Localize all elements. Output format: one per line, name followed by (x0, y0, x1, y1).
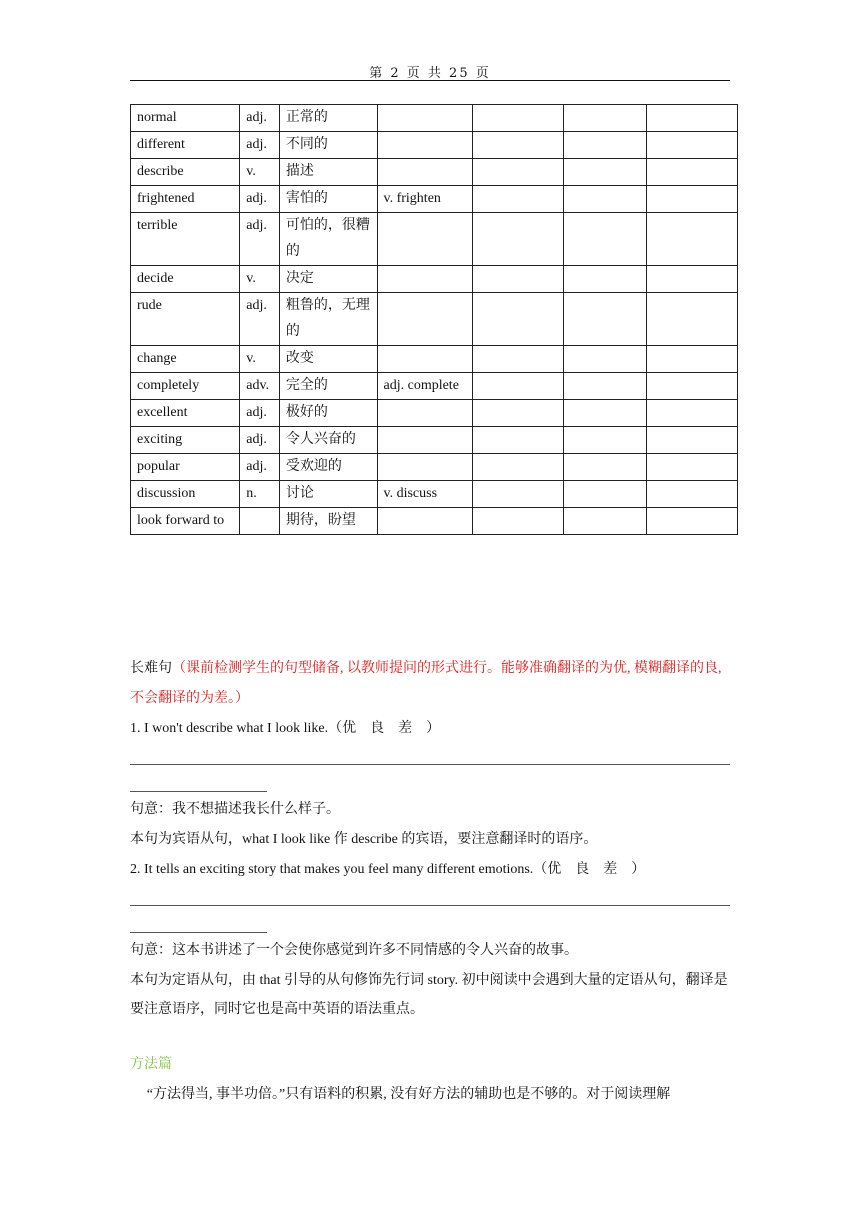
vocab-pos: adj. (240, 293, 280, 346)
vocab-meaning: 可怕的，很糟的 (279, 213, 377, 266)
vocab-blank (563, 293, 647, 346)
page-header: 第 2 页 共 25 页 (369, 66, 491, 81)
vocab-row (131, 159, 738, 186)
vocab-blank (647, 508, 738, 535)
vocab-pos: adj. (240, 400, 280, 427)
vocab-blank (472, 186, 563, 213)
vocab-derivative (377, 213, 472, 266)
vocab-blank (563, 105, 647, 132)
vocab-meaning: 完全的 (279, 373, 377, 400)
method-text: “方法得当, 事半功倍。”只有语料的积累, 没有好方法的辅助也是不够的。对于阅读理解 (146, 1087, 671, 1102)
vocab-word: decide (131, 266, 240, 293)
vocab-blank (647, 481, 738, 508)
vocab-row (131, 508, 738, 535)
vocab-blank (647, 293, 738, 346)
vocab-blank (472, 373, 563, 400)
vocab-word: popular (131, 454, 240, 481)
vocab-blank (563, 481, 647, 508)
question-2: 2. It tells an exciting story that makes you feel many different emotions.（优 良 差 ） (130, 862, 646, 877)
vocab-blank (472, 481, 563, 508)
vocab-blank (647, 213, 738, 266)
vocab-word: completely (131, 373, 240, 400)
vocab-blank (563, 508, 647, 535)
vocab-pos: adj. (240, 427, 280, 454)
vocab-blank (563, 346, 647, 373)
vocab-table (130, 104, 738, 535)
vocab-derivative: v. frighten (377, 186, 472, 213)
vocab-word: different (131, 132, 240, 159)
vocab-blank (563, 132, 647, 159)
vocab-meaning: 令人兴奋的 (279, 427, 377, 454)
vocab-word: discussion (131, 481, 240, 508)
vocab-word: excellent (131, 400, 240, 427)
vocab-derivative (377, 105, 472, 132)
vocab-blank (563, 427, 647, 454)
vocab-blank (472, 105, 563, 132)
method-title: 方法篇 (130, 1057, 172, 1072)
vocab-blank (647, 454, 738, 481)
vocab-blank (647, 159, 738, 186)
vocab-meaning: 害怕的 (279, 186, 377, 213)
long-sentences-title: 长难句 (130, 661, 172, 676)
vocab-derivative (377, 266, 472, 293)
vocab-pos: adj. (240, 186, 280, 213)
header-rule (130, 80, 730, 81)
vocab-row (131, 266, 738, 293)
vocab-derivative: adj. complete (377, 373, 472, 400)
vocab-blank (472, 266, 563, 293)
answer-line-2b (130, 932, 267, 933)
vocab-blank (563, 454, 647, 481)
vocab-pos: v. (240, 159, 280, 186)
vocab-blank (647, 427, 738, 454)
vocab-pos: v. (240, 266, 280, 293)
vocab-derivative (377, 293, 472, 346)
vocab-derivative (377, 159, 472, 186)
vocab-row (131, 454, 738, 481)
vocab-blank (472, 346, 563, 373)
vocab-pos (240, 508, 280, 535)
vocab-derivative (377, 346, 472, 373)
vocab-pos: adj. (240, 105, 280, 132)
vocab-meaning: 改变 (279, 346, 377, 373)
vocab-word: normal (131, 105, 240, 132)
long-sentences-heading (130, 654, 730, 714)
vocab-derivative (377, 132, 472, 159)
answer-line-2 (130, 905, 730, 906)
vocab-meaning: 极好的 (279, 400, 377, 427)
vocab-blank (647, 346, 738, 373)
answer-2-note: 本句为定语从句，由 that 引导的从句修饰先行词 story. 初中阅读中会遇到大量的定语从句，翻译是要注意语序，同时它也是高中英语的语法重点。 (130, 973, 728, 1017)
answer-1-note: 本句为宾语从句，what I look like 作 describe 的宾语，要注意翻译时的语序。 (130, 832, 598, 847)
vocab-meaning: 讨论 (279, 481, 377, 508)
vocab-blank (647, 266, 738, 293)
vocab-blank (647, 132, 738, 159)
vocab-blank (647, 400, 738, 427)
vocab-pos: v. (240, 346, 280, 373)
vocab-blank (563, 400, 647, 427)
vocab-meaning: 期待，盼望 (279, 508, 377, 535)
long-sentences-note: （课前检测学生的句型储备, 以教师提问的形式进行。能够准确翻译的为优, 模糊翻译的良, 不会翻译的为差。） (130, 661, 722, 706)
vocab-pos: adj. (240, 454, 280, 481)
vocab-blank (647, 373, 738, 400)
answer-line-1 (130, 764, 730, 765)
vocab-word: describe (131, 159, 240, 186)
vocab-row (131, 346, 738, 373)
vocab-derivative: v. discuss (377, 481, 472, 508)
vocab-meaning: 决定 (279, 266, 377, 293)
vocab-word: terrible (131, 213, 240, 266)
answer-2-meaning: 句意：这本书讲述了一个会使你感觉到许多不同情感的令人兴奋的故事。 (130, 943, 578, 958)
vocab-pos: adj. (240, 213, 280, 266)
answer-1-meaning: 句意：我不想描述我长什么样子。 (130, 802, 340, 817)
vocab-derivative (377, 508, 472, 535)
vocab-blank (472, 427, 563, 454)
vocab-pos: adj. (240, 132, 280, 159)
vocab-blank (472, 159, 563, 186)
vocab-blank (647, 105, 738, 132)
vocab-row (131, 427, 738, 454)
vocab-pos: n. (240, 481, 280, 508)
vocab-blank (563, 373, 647, 400)
vocab-row (131, 481, 738, 508)
vocab-blank (647, 186, 738, 213)
vocab-derivative (377, 400, 472, 427)
vocab-word: look forward to (131, 508, 240, 535)
vocab-meaning: 粗鲁的，无理的 (279, 293, 377, 346)
vocab-blank (563, 186, 647, 213)
vocab-blank (472, 400, 563, 427)
vocab-word: exciting (131, 427, 240, 454)
vocab-word: frightened (131, 186, 240, 213)
vocab-meaning: 不同的 (279, 132, 377, 159)
vocab-blank (472, 454, 563, 481)
vocab-blank (472, 508, 563, 535)
vocab-row (131, 293, 738, 346)
vocab-meaning: 描述 (279, 159, 377, 186)
vocab-row (131, 132, 738, 159)
vocab-blank (472, 132, 563, 159)
vocab-row (131, 186, 738, 213)
vocab-meaning: 受欢迎的 (279, 454, 377, 481)
vocab-blank (563, 159, 647, 186)
vocab-blank (472, 293, 563, 346)
question-1: 1. I won't describe what I look like.（优 良 差 ） (130, 721, 441, 736)
vocab-blank (563, 266, 647, 293)
vocab-meaning: 正常的 (279, 105, 377, 132)
vocab-blank (472, 213, 563, 266)
vocab-word: change (131, 346, 240, 373)
vocab-pos: adv. (240, 373, 280, 400)
vocab-derivative (377, 427, 472, 454)
vocab-derivative (377, 454, 472, 481)
vocab-row (131, 400, 738, 427)
vocab-row (131, 213, 738, 266)
answer-line-1b (130, 791, 267, 792)
vocab-blank (563, 213, 647, 266)
vocab-row (131, 373, 738, 400)
vocab-word: rude (131, 293, 240, 346)
vocab-row (131, 105, 738, 132)
